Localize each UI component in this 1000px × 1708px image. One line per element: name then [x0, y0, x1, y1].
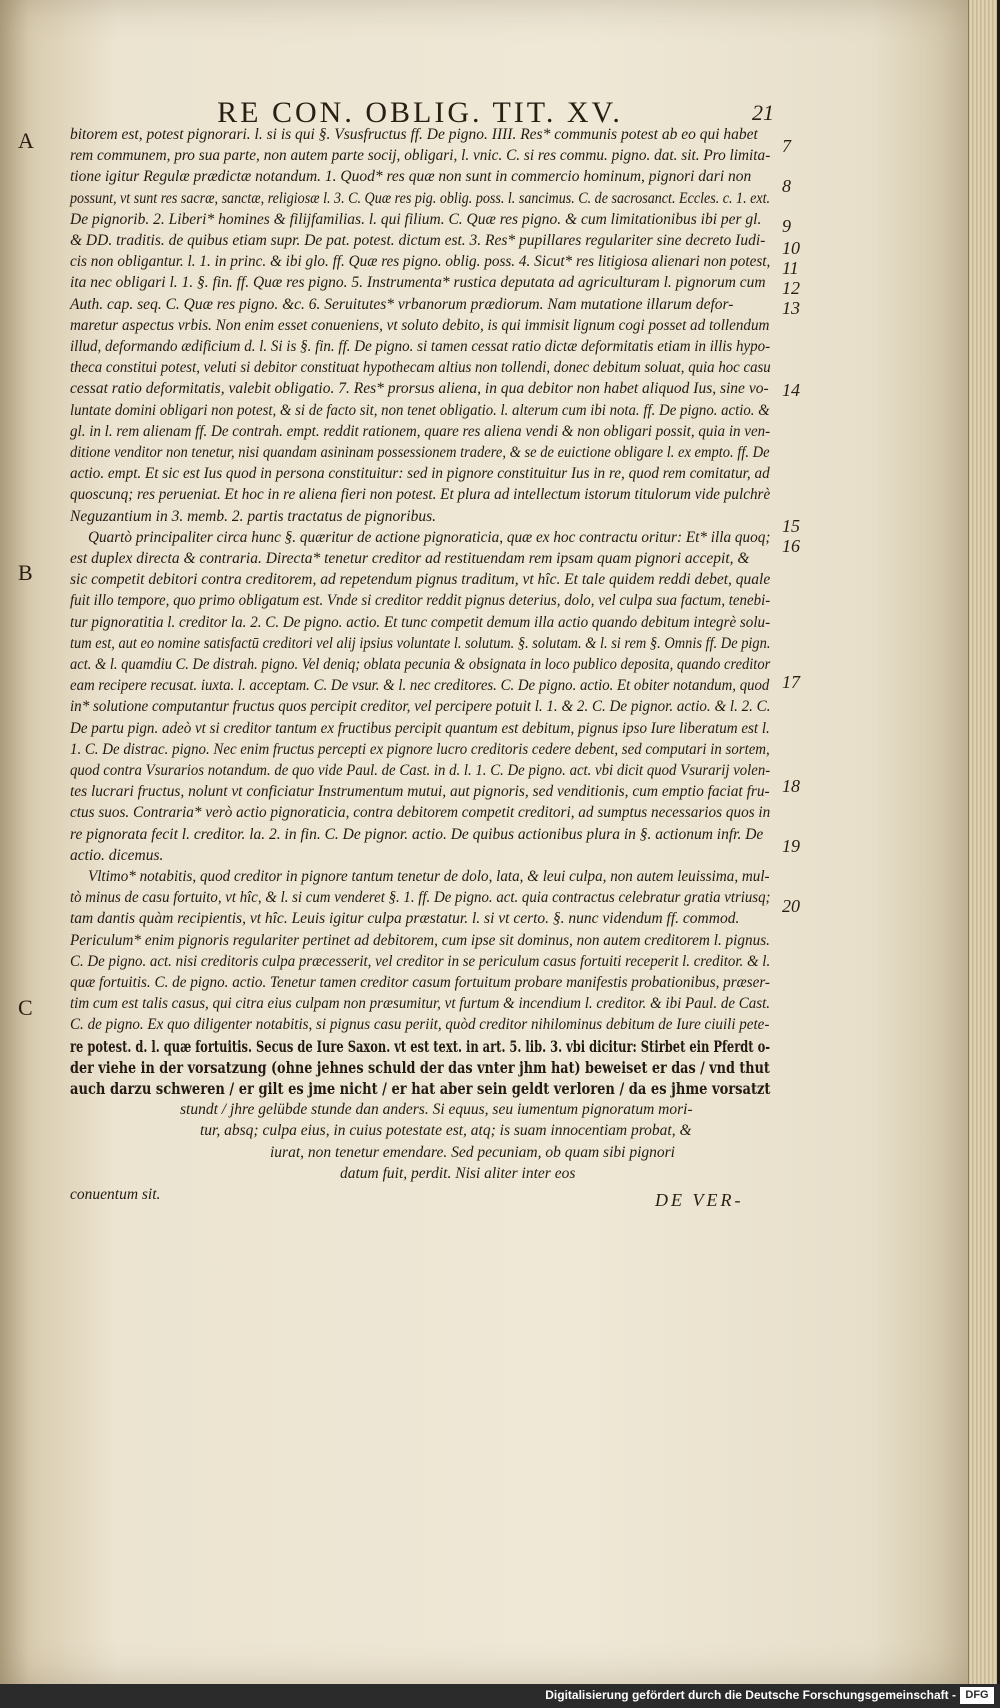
footer-credit: Digitalisierung gefördert durch die Deutsche Forschungsgemeinschaft - — [545, 1688, 956, 1702]
margin-letter-a: A — [18, 128, 34, 153]
text-line: quæ fortuitis. C. de pigno. actio. Tenetur tamen creditor casum fortuitum probare manifestis probationibus, præser- — [70, 974, 770, 991]
text-line: in* solutione computantur fructus quos percipit creditor, vel percipere potuit l. 1. & 2. C. De pignor. actio. & l. 2. C. — [70, 698, 771, 716]
marginal-number: 11 — [782, 258, 799, 278]
marginal-number: 20 — [782, 896, 800, 916]
text-line: tò minus de casu fortuito, vt hîc, & l. si cum venderet §. 1. ff. De pigno. act. quia contractus celebratur gratia vtriusq; — [70, 889, 771, 907]
margin-letter-c: C — [18, 995, 33, 1020]
text-line: quod contra Vsurarios notandum. de quo vide Paul. de Cast. in d. l. 1. C. De pigno. act. vbi dicit quod Vsurarij volen- — [70, 762, 771, 779]
catchword: DE VER- — [655, 1190, 744, 1210]
text-line: eam recipere recusat. iuxta. l. acceptam. C. De vsur. & l. nec creditores. C. De pigno. actio. Et obiter notandum, quod — [70, 677, 770, 695]
text-line: tum est, aut eo nomine satisfactū creditori vel alij ipsius voluntate l. solutum. §. solutam. & l. si rem §. Omnis ff. De pign. — [70, 634, 771, 652]
marginal-number: 14 — [782, 380, 800, 400]
marginal-number: 19 — [782, 836, 800, 856]
text-line: est duplex directa & contraria. Directa* tenetur creditor ad restituendam rem ipsam quam pignori accepit, & — [70, 550, 750, 567]
text-line: tur, absq; culpa eius, in cuius potestate est, atq; is suam innocentiam probat, & — [200, 1122, 692, 1140]
margin-letter-b: B — [18, 560, 33, 585]
text-line: re pignorata fecit l. creditor. la. 2. in fin. C. De pignor. actio. De quibus actionibus plura in §. actionum infr. De — [70, 825, 764, 843]
text-line: Periculum* enim pignoris regulariter pertinet ad debitorem, cum ipse sit dominus, non autem creditorem l. pignus. — [70, 931, 770, 949]
marginal-number: 15 — [782, 516, 800, 536]
text-line: cessat ratio deformitatis, valebit obligatio. 7. Res* prorsus aliena, in qua debitor non habet aliquod Ius, sine vo- — [70, 380, 769, 398]
text-line: Auth. cap. seq. C. Quæ res pigno. &c. 6. Seruitutes* vrbanorum prædiorum. Nam mutatione illarum defor- — [70, 295, 734, 313]
text-line: fuit illo tempore, quo primo obligatum est. Vnde si creditor reddit pignus deterius, dolo, vel culpa sua factum, tenebi- — [70, 592, 771, 610]
text-line: act. & l. quamdiu C. De distrah. pigno. Vel deniq; oblata pecunia & obsignata in loco publico deposita, quando creditor — [70, 656, 771, 673]
marginal-number: 8 — [782, 176, 791, 196]
text-line: illud, deformando ædificium d. l. Si is §. fin. ff. De pigno. si tamen cessat ratio dictæ deformitatis etiam in illis hypo- — [70, 338, 771, 355]
text-line: C. De pigno. act. nisi creditoris culpa præcesserit, vel creditor in se periculum casus fortuiti receperit l. creditor. & l. — [70, 952, 771, 970]
text-line: rem communem, pro sua parte, non autem parte socij, obligari, l. vnic. C. si res commu. pigno. dat. sit. Pro limita- — [70, 147, 771, 165]
text-line: cis non obligantur. l. 1. in princ. & ibi glo. ff. Quæ res pigno. oblig. poss. 4. Sicut* res litigiosa alienari non potest, — [70, 253, 771, 271]
marginal-number: 9 — [782, 216, 791, 236]
text-line: auch darzu schweren / er gilt es jme nicht / er hat aber sein geldt verloren / da es jhme vorsatzt — [70, 1079, 771, 1098]
text-line: De pignorib. 2. Liberi* homines & filijfamilias. l. qui filium. C. Quæ res pigno. & cum limitationibus ibi per gl. — [70, 210, 762, 228]
text-line: re potest. d. l. quæ fortuitis. Secus de Iure Saxon. vt est text. in art. 5. lib. 3. vbi dicitur: Stirbet ein Pferdt o- — [70, 1036, 770, 1056]
marginal-number: 13 — [782, 298, 800, 318]
text-line: tam dantis quàm recipientis, vt hîc. Leuis igitur culpa præstatur. l. si vt certo. §. nunc videndum ff. commod. — [70, 910, 740, 928]
text-line: Quartò principaliter circa hunc §. quæritur de actione pignoraticia, quæ ex hoc contractu oritur: Et* illa quoq; — [88, 528, 771, 546]
marginal-number: 7 — [782, 136, 791, 156]
text-line: luntate domini obligari non potest, & si de facto sit, non tenet obligatio. l. alterum cum ibi nota. ff. De pigno. actio. & — [70, 401, 770, 419]
text-line: bitorem est, potest pignorari. l. si is qui §. Vsusfructus ff. De pigno. IIII. Res* communis potest ab eo qui habet — [70, 126, 758, 143]
text-line: Vltimo* notabitis, quod creditor in pignore tantum tenetur de dolo, lata, & leui culpa, non autem leuissima, mul- — [88, 868, 770, 885]
marginal-number: 18 — [782, 776, 800, 796]
text-line: theca constitui potest, veluti si debitor constituat hypothecam altius non tollendi, donec debitum soluat, quia hoc casu — [70, 359, 771, 377]
text-line: ditione venditor non tenetur, nisi quandam asininam possessionem tradere, & se de euictione obligare l. ex empto. ff. De — [70, 444, 770, 461]
dfg-logo: DFG — [960, 1687, 994, 1704]
text-line: tur pignoratitia l. creditor la. 2. C. De pigno. actio. Et tunc competit demum illa actio quando debitum integrè solu- — [70, 613, 771, 631]
text-line: stundt / jhre gelübde stunde dan anders. Si equus, seu iumentum pignoratum mori- — [180, 1101, 693, 1119]
text-line: actio. empt. Et sic est Ius quod in persona constituitur: sed in pignore constituitur Ius in re, quod rem comitatur, ad — [70, 465, 770, 483]
marginal-number: 10 — [782, 238, 800, 258]
text-line: der viehe in der vorsatzung (ohne jehnes schuld der das vnter jhm hat) beweiset er das / vnd thut — [70, 1057, 770, 1077]
running-head: RE CON. OBLIG. TIT. XV. — [217, 96, 623, 129]
text-line: & DD. traditis. de quibus etiam supr. De pat. potest. dictum est. 3. Res* pupillares regulariter sine decreto Iudi- — [70, 232, 766, 249]
text-line: gl. in l. rem alienam ff. De contrah. empt. reddit rationem, quare res aliena vendi & non obligari possit, quia in ven- — [70, 422, 771, 440]
text-line: Neguzantium in 3. memb. 2. partis tractatus de pignoribus. — [70, 507, 436, 525]
page-number: 21 — [752, 100, 774, 125]
page-fore-edge — [968, 0, 997, 1684]
text-line: tione igitur Regulæ prædictæ notandum. 1. Quod* res quæ non sunt in commercio hominum, pignori dari non — [70, 168, 752, 186]
text-line: ita nec obligari l. 1. §. fin. ff. Quæ res pigno. 5. Instrumenta* rustica deputata ad agriculturam l. pignorum cum — [70, 274, 766, 292]
text-line: tes lucrari fructus, nolunt vt conficiatur Instrumentum mutui, aut pignoris, sed venditionis, cum emptio faciat fru- — [70, 783, 770, 801]
text-line: quoscunq; res perueniat. Et hoc in re aliena fieri non potest. Et plura ad intellectum istorum titulorum vide pulchrè — [70, 486, 771, 504]
text-line: tim cum est talis casus, qui citra eius culpam non præsumitur, vt furtum & incendium l. creditor. & ibi Paul. de Cast. — [70, 995, 771, 1013]
text-line: actio. dicemus. — [70, 846, 164, 864]
text-line: possunt, vt sunt res sacræ, sanctæ, religiosæ l. 3. C. Quæ res pig. oblig. poss. l. sancimus. C. de sacrosanct. Eccles. c. 1. ext. — [70, 189, 771, 207]
text-line: C. de pigno. Ex quo diligenter notabitis, si pignus casu periit, quòd creditor nihilominus debitum de Iure ciuili pete- — [70, 1016, 770, 1034]
text-line: De partu pign. adeò vt si creditor tantum ex fructibus percipit quantum est debitum, pignus ipso Iure liberatum est l. — [70, 719, 770, 737]
marginal-number: 16 — [782, 536, 800, 556]
text-line: 1. C. De distrac. pigno. Nec enim fructus percepti ex pignore lucro creditoris cedere debent, sed computari in sortem, — [70, 740, 770, 758]
text-line: sic competit debitori contra creditorem, ad repetendum pignus traditum, vt hîc. Et tale quidem reddi debet, quale — [70, 571, 771, 589]
text-line: datum fuit, perdit. Nisi aliter inter eos — [340, 1164, 576, 1182]
text-line: conuentum sit. — [70, 1186, 161, 1203]
marginal-number: 12 — [782, 278, 800, 298]
marginal-number: 17 — [782, 672, 800, 692]
footer-bar — [0, 1684, 1000, 1708]
text-line: maretur aspectus vrbis. Non enim esset conueniens, vt soluto debito, is qui immisit lignum cogi posset ad tollendum — [70, 316, 770, 334]
text-line: ctus suos. Contraria* verò actio pignoraticia, contra debitorem competit creditori, ad sumptus necessarios quos in — [70, 804, 771, 822]
text-line: iurat, non tenetur emendare. Sed pecuniam, ob quam sibi pignori — [270, 1143, 675, 1161]
